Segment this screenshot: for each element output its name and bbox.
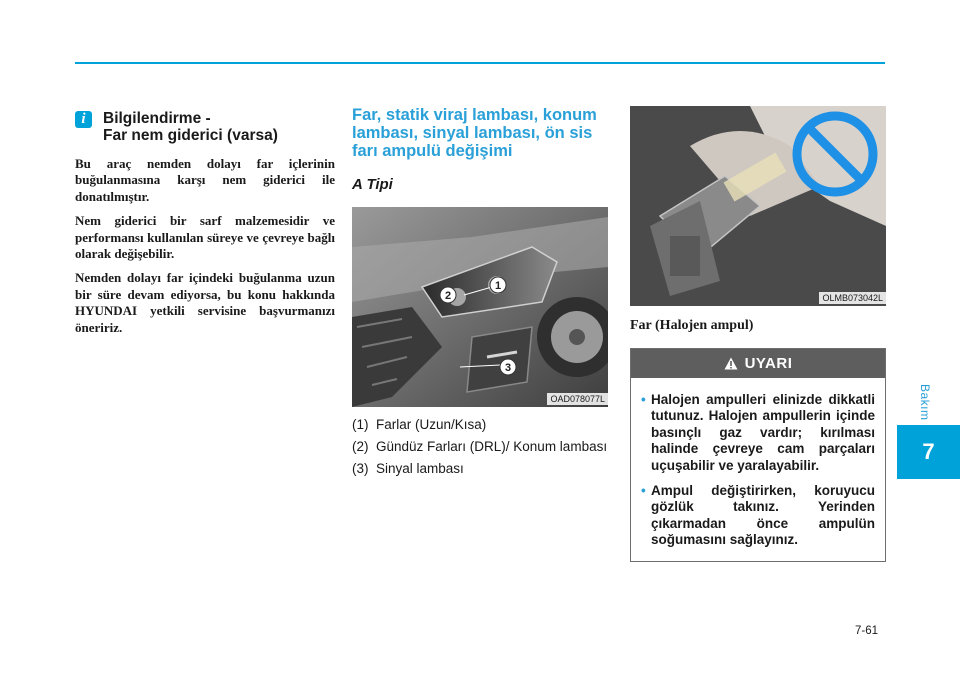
legend-number: (3) [352,461,369,476]
callout-legend [352,417,608,477]
legend-item [352,439,608,455]
warning-text: Ampul değiştirirken, koruyucu gözlük takınız. Yerinden çıkarmadan önce ampulün soğumasını sağlayınız. [651,483,875,548]
page-number: 7-61 [855,625,879,637]
bullet-icon: • [641,392,646,407]
info-title-line1: Bilgilendirme - [103,110,211,127]
info-title [103,110,278,144]
car-headlamp-illustration [352,207,608,407]
section-title-line2: lambası, sinyal lambası, ön sis [352,124,593,142]
callout-2-label: 2 [444,290,452,302]
type-subtitle: A Tipi [352,176,393,193]
info-column [75,100,335,336]
legend-number: (2) [352,439,369,454]
info-paragraph: Bu araç nemden dolayı far içlerinin buğulanmasına karşı nem giderici ile donatılmıştır. [75,156,335,204]
info-icon: i [75,111,92,128]
info-title-line2: Far nem giderici (varsa) [103,127,278,144]
section-title-line3: farı ampulü değişimi [352,142,513,160]
callout-3 [500,359,516,375]
warning-body [631,378,885,561]
warning-header [631,349,885,378]
bulb-caption: Far (Halojen ampul) [630,318,754,333]
callout-1-label: 1 [494,280,502,292]
bullet-icon: • [641,483,646,499]
warning-box [630,348,886,562]
warning-item [641,392,875,474]
chapter-tab: 7 [897,425,960,479]
legend-item [352,461,608,477]
info-paragraph: Nemden dolayı far içindeki buğulanma uzun bir süre devam ediyorsa, bu konu hakkında HYUNDAI yetkili servisine başvurmanızı öneririz. [75,270,335,335]
info-heading [75,110,335,144]
legend-text: Sinyal lambası [376,461,464,476]
halogen-column [630,100,886,562]
chapter-side-label: Bakım [918,384,932,421]
callout-1 [490,277,506,293]
bulb-image-code: OLMB073042L [819,292,886,304]
warning-title: UYARI [744,355,793,372]
section-title [352,106,608,160]
callout-3-label: 3 [504,362,512,374]
legend-number: (1) [352,417,369,432]
warning-triangle-icon [724,357,738,370]
legend-text: Farlar (Uzun/Kısa) [376,417,487,432]
warning-item [641,483,875,549]
info-paragraph: Nem giderici bir sarf malzemesidir ve performansı kullanılan süreye ve çevreye bağlı olarak değişebilir. [75,213,335,262]
legend-text: Gündüz Farları (DRL)/ Konum lambası [376,439,608,454]
halogen-bulb-photo [630,106,886,306]
section-title-line1: Far, statik viraj lambası, konum [352,106,597,124]
halogen-bulb-illustration [630,106,886,306]
warning-text: Halojen ampulleri elinizde dikkatli tutunuz. Halojen ampullerin içinde basınçlı gaz vardır; kırılması halinde çevreye cam parçaları uçuşabilir ve yaralayabilir. [651,392,875,473]
bulb-replacement-column [352,100,608,483]
headlamp-photo [352,207,608,407]
legend-item [352,417,608,433]
callout-2 [440,287,456,303]
header-rule [75,62,885,64]
car-image-code: OAD078077L [547,393,608,405]
